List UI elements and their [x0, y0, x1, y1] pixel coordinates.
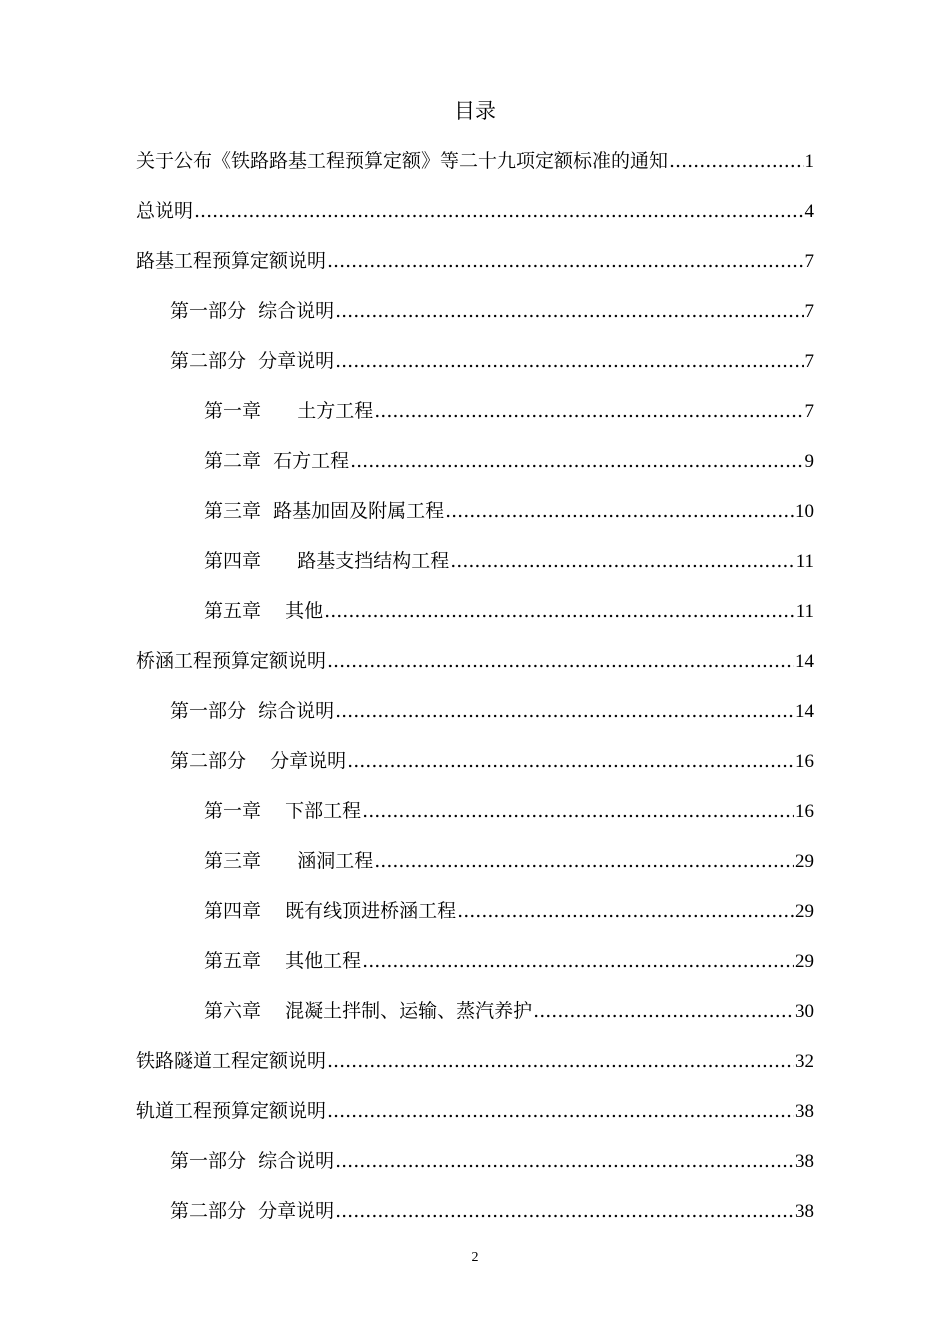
page-title: 目录 [454, 99, 496, 123]
toc-entry-page: 32 [795, 1051, 814, 1072]
toc-dot-leader [335, 1146, 794, 1176]
toc-entry[interactable] [204, 446, 814, 476]
toc-dot-leader [335, 696, 794, 726]
toc-entry-label: 第六章 混凝土拌制、运输、蒸汽养护 [204, 1000, 533, 1022]
toc-entry-page: 16 [795, 801, 814, 822]
toc-entry-page: 38 [795, 1151, 814, 1172]
toc-entry-label: 第二部分 分章说明 [170, 1200, 335, 1222]
toc-entry-page: 29 [795, 951, 814, 972]
toc-entry-page: 7 [804, 251, 814, 272]
toc-entry-label: 第二部分 分章说明 [170, 350, 335, 372]
toc-dot-leader [350, 446, 803, 476]
toc-entry[interactable] [136, 196, 814, 226]
toc-entry-label: 第一部分 综合说明 [170, 300, 335, 322]
toc-dot-leader [347, 746, 794, 776]
toc-entry-label: 桥涵工程预算定额说明 [136, 650, 327, 672]
toc-entry[interactable] [204, 396, 814, 426]
toc-entry-label: 路基工程预算定额说明 [136, 250, 327, 272]
toc-dot-leader [374, 396, 803, 426]
toc-entry[interactable] [170, 1146, 814, 1176]
toc-entry-label: 铁路隧道工程定额说明 [136, 1050, 327, 1072]
toc-dot-leader [374, 846, 794, 876]
toc-dot-leader [335, 1196, 794, 1226]
toc-entry-page: 29 [795, 851, 814, 872]
toc-entry[interactable] [204, 496, 814, 526]
toc-entry[interactable] [136, 146, 814, 176]
toc-dot-leader [327, 646, 794, 676]
toc-entry-page: 4 [804, 201, 814, 222]
toc-entry[interactable] [204, 796, 814, 826]
toc-dot-leader [450, 546, 794, 576]
toc-dot-leader [362, 796, 794, 826]
toc-dot-leader [533, 996, 794, 1026]
toc-entry-page: 14 [795, 651, 814, 672]
toc-entry-page: 7 [804, 351, 814, 372]
toc-entry-label: 第五章 其他 [204, 600, 324, 622]
toc-entry[interactable] [136, 246, 814, 276]
toc-entry[interactable] [204, 896, 814, 926]
toc-entry[interactable] [170, 746, 814, 776]
toc-entry-page: 30 [795, 1001, 814, 1022]
toc-entry-page: 7 [804, 301, 814, 322]
toc-dot-leader [324, 596, 795, 626]
toc-entry-label: 第一章 下部工程 [204, 800, 362, 822]
toc-entry-label: 总说明 [136, 200, 194, 222]
toc-entry-label: 第二章 石方工程 [204, 450, 350, 472]
toc-dot-leader [335, 296, 803, 326]
toc-dot-leader [327, 1046, 794, 1076]
toc-entry-label: 第二部分 分章说明 [170, 750, 347, 772]
toc-entry-label: 第三章 涵洞工程 [204, 850, 374, 872]
toc-dot-leader [327, 246, 803, 276]
toc-entry-label: 第一部分 综合说明 [170, 700, 335, 722]
toc-entry[interactable] [204, 596, 814, 626]
toc-entry-page: 38 [795, 1201, 814, 1222]
toc-entry-page: 9 [804, 451, 814, 472]
toc-entry[interactable] [170, 346, 814, 376]
toc-dot-leader [445, 496, 794, 526]
toc-entry[interactable] [170, 296, 814, 326]
toc-dot-leader [194, 196, 803, 226]
toc-entry-page: 7 [804, 401, 814, 422]
toc-entry-page: 38 [795, 1101, 814, 1122]
toc-entry-page: 11 [795, 601, 814, 622]
page-number: 2 [471, 1250, 479, 1265]
toc-entry[interactable] [170, 696, 814, 726]
toc-entry-label: 第一部分 综合说明 [170, 1150, 335, 1172]
toc-entry[interactable] [204, 546, 814, 576]
toc-dot-leader [669, 146, 803, 176]
toc-dot-leader [327, 1096, 794, 1126]
toc-entry-page: 1 [804, 151, 814, 172]
toc-entry-label: 轨道工程预算定额说明 [136, 1100, 327, 1122]
toc-entry-label: 第五章 其他工程 [204, 950, 362, 972]
toc-entry-page: 29 [795, 901, 814, 922]
toc-entry-label: 第四章 路基支挡结构工程 [204, 550, 450, 572]
toc-entry[interactable] [136, 1046, 814, 1076]
toc-entry-page: 11 [795, 551, 814, 572]
toc-entry[interactable] [170, 1196, 814, 1226]
toc-dot-leader [335, 346, 803, 376]
toc-entry[interactable] [204, 996, 814, 1026]
toc-entry-label: 第三章 路基加固及附属工程 [204, 500, 445, 522]
toc-entry[interactable] [136, 646, 814, 676]
toc-entry-label: 关于公布《铁路路基工程预算定额》等二十九项定额标准的通知 [136, 150, 669, 172]
toc-entry-label: 第一章 土方工程 [204, 400, 374, 422]
toc-dot-leader [457, 896, 794, 926]
toc-entry[interactable] [204, 946, 814, 976]
toc-entry-page: 14 [795, 701, 814, 722]
toc-entry[interactable] [136, 1096, 814, 1126]
toc-entry[interactable] [204, 846, 814, 876]
toc-entry-page: 16 [795, 751, 814, 772]
toc-entry-label: 第四章 既有线顶进桥涵工程 [204, 900, 457, 922]
toc-entry-page: 10 [795, 501, 814, 522]
toc-dot-leader [362, 946, 794, 976]
